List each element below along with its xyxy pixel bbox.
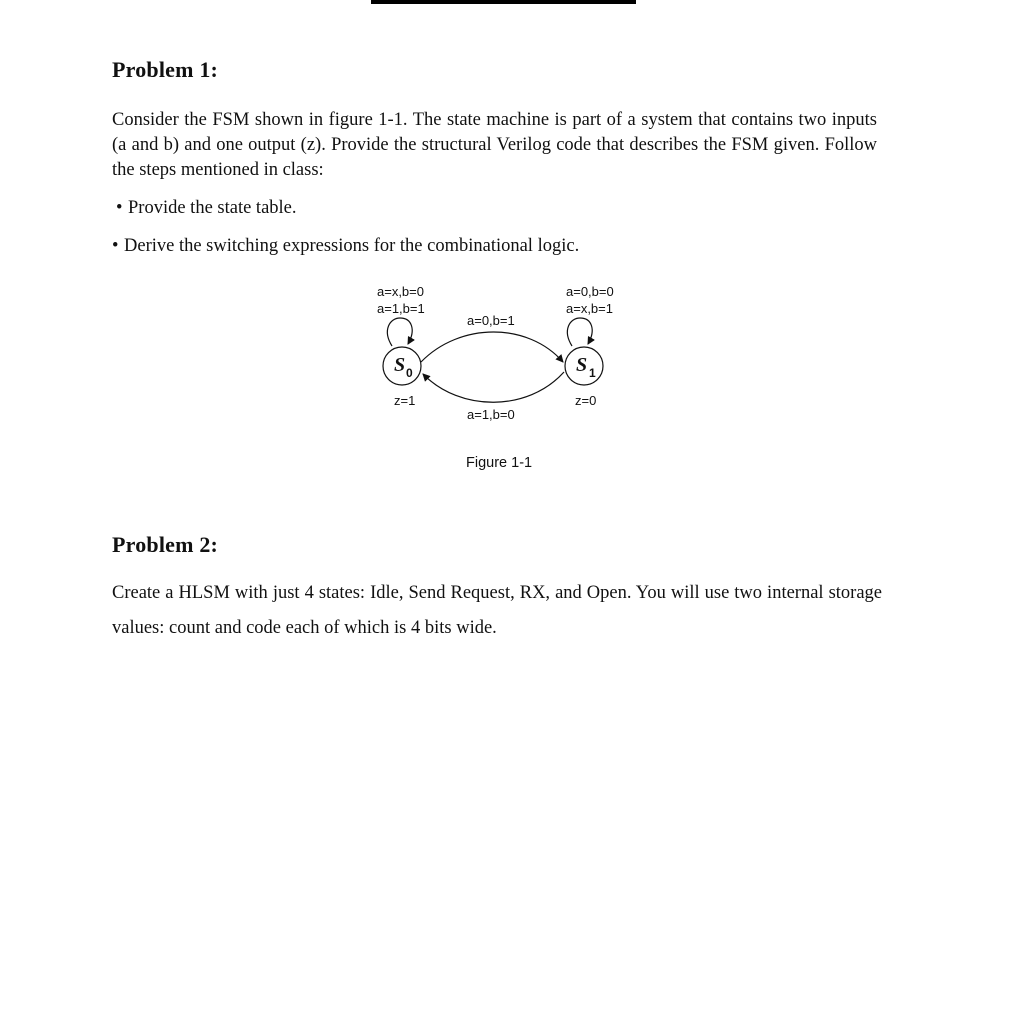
state-s0-subscript: 0 (406, 366, 413, 380)
state-s1-output: z=0 (575, 393, 597, 408)
figure-caption: Figure 1-1 (466, 455, 533, 471)
bullet-icon: • (116, 198, 123, 218)
transition-s0-s1-label: a=0,b=1 (467, 313, 515, 328)
bullet-text: Derive the switching expressions for the combinational logic. (124, 236, 580, 256)
problem-1-paragraph: Consider the FSM shown in figure 1-1. The state machine is part of a system that contains two inputs (a and b) and one output (z). Provide the structural Verilog code that describes the FSM given. Follow the steps mentioned in class: (112, 110, 877, 180)
s0-loop-label-1: a=x,b=0 (377, 284, 424, 299)
s0-loop-label-2: a=1,b=1 (377, 301, 425, 316)
bullet-icon: • (112, 236, 119, 256)
bullet-item (116, 196, 297, 221)
state-s0-output: z=1 (394, 393, 416, 408)
top-rule (371, 0, 636, 4)
s0-self-loop-arrow (387, 318, 412, 346)
problem-1-heading: Problem 1: (112, 57, 219, 82)
transition-s0-s1-arrow (421, 332, 563, 362)
bullet-text: Provide the state table. (128, 198, 297, 218)
problem-2-paragraph: Create a HLSM with just 4 states: Idle, Send Request, RX, and Open. You will use two internal storage values: count and code each of which is 4 bits wide. (112, 583, 882, 638)
problem-2-heading: Problem 2: (112, 532, 219, 557)
s1-loop-label-1: a=0,b=0 (566, 284, 614, 299)
bullet-item (112, 234, 579, 259)
state-s1-subscript: 1 (589, 366, 596, 380)
transition-s1-s0-label: a=1,b=0 (467, 407, 515, 422)
fsm-diagram (360, 278, 650, 478)
s1-self-loop-arrow (567, 318, 592, 346)
transition-s1-s0-arrow (423, 372, 564, 402)
s1-loop-label-2: a=x,b=1 (566, 301, 613, 316)
state-s1-letter: S (576, 354, 588, 376)
state-s0-letter: S (394, 354, 406, 376)
